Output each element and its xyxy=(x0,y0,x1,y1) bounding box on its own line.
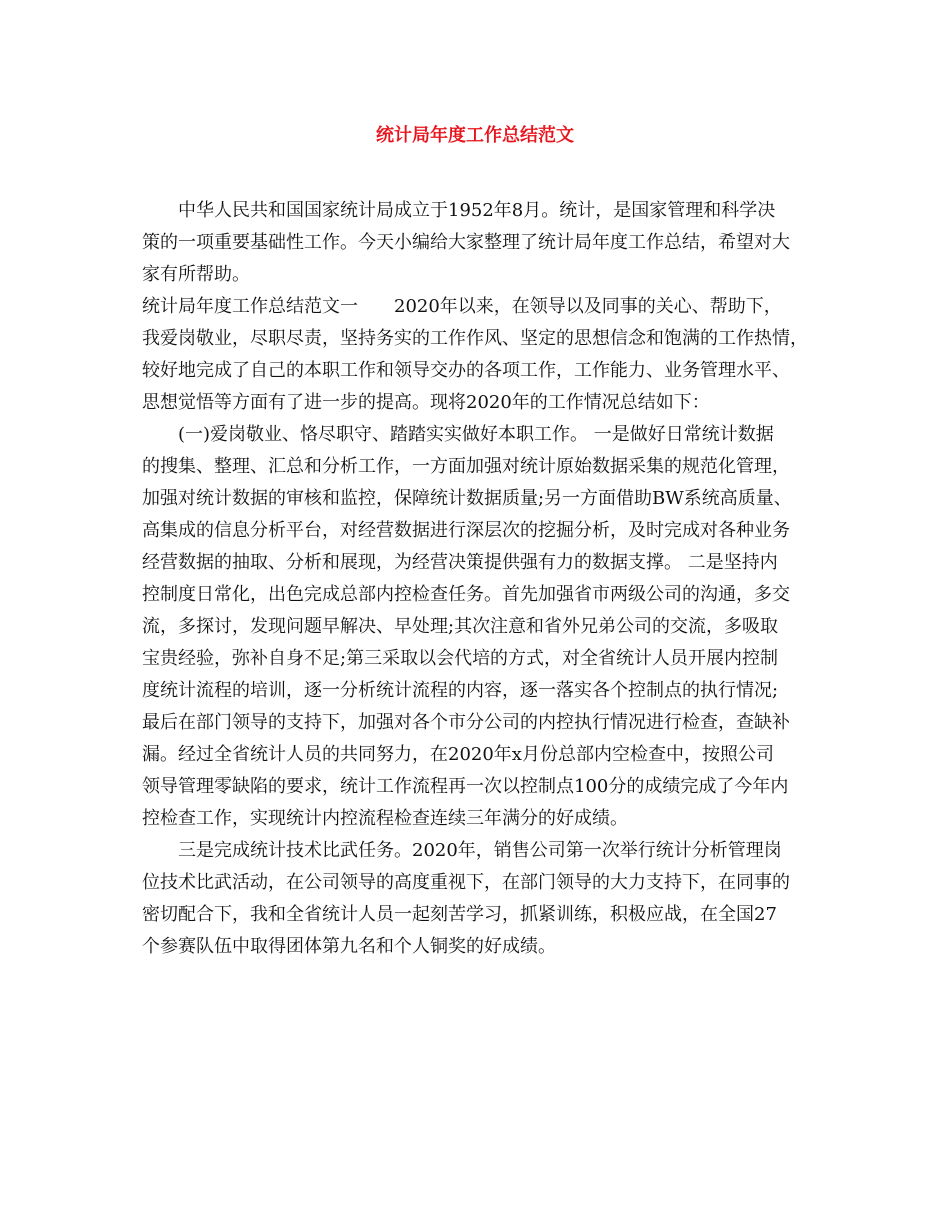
paragraph-line: 较好地完成了自己的本职工作和领导交办的各项工作，工作能力、业务管理水平、 xyxy=(142,360,790,381)
paragraph-line: 流，多探讨，发现问题早解决、早处理;其次注意和省外兄弟公司的交流，多吸取 xyxy=(142,616,779,637)
paragraph-line: 密切配合下，我和全省统计人员一起刻苦学习，抓紧训练，积极应战，在全国27 xyxy=(142,904,777,925)
paragraph-line: 最后在部门领导的支持下，加强对各个市分公司的内控执行情况进行检查，查缺补 xyxy=(142,712,790,733)
paragraph-line: 宝贵经验，弥补自身不足;第三采取以会代培的方式，对全省统计人员开展内控制 xyxy=(142,648,779,669)
paragraph-line: 领导管理零缺陷的要求，统计工作流程再一次以控制点100分的成绩完成了今年内 xyxy=(142,776,789,797)
paragraph-line: 控检查工作，实现统计内控流程检查连续三年满分的好成绩。 xyxy=(142,808,628,829)
paragraph-line: 思想觉悟等方面有了进一步的提高。现将2020年的工作情况总结如下： xyxy=(142,392,710,413)
paragraph-line: 度统计流程的培训，逐一分析统计流程的内容，逐一落实各个控制点的执行情况; xyxy=(142,680,779,701)
paragraph-line: 三是完成统计技术比武任务。2020年，销售公司第一次举行统计分析管理岗 xyxy=(178,840,782,861)
paragraph-line: (一)爱岗敬业、恪尽职守、踏踏实实做好本职工作。 一是做好日常统计数据 xyxy=(178,424,774,445)
document-body xyxy=(142,195,822,963)
paragraph-line: 家有所帮助。 xyxy=(142,264,250,285)
paragraph-line: 位技术比武活动，在公司领导的高度重视下，在部门领导的大力支持下，在同事的 xyxy=(142,872,790,893)
paragraph-line: 经营数据的抽取、分析和展现，为经营决策提供强有力的数据支撑。 二是坚持内 xyxy=(142,552,778,573)
paragraph-line: 中华人民共和国国家统计局成立于1952年8月。统计，是国家管理和科学决 xyxy=(178,200,776,221)
paragraph-line: 控制度日常化，出色完成总部内控检查任务。首先加强省市两级公司的沟通，多交 xyxy=(142,584,790,605)
paragraph-line: 高集成的信息分析平台，对经营数据进行深层次的挖掘分析，及时完成对各种业务 xyxy=(142,520,790,541)
paragraph-line: 统计局年度工作总结范文一 2020年以来，在领导以及同事的关心、帮助下， xyxy=(142,296,782,317)
paragraph-line: 加强对统计数据的审核和监控，保障统计数据质量;另一方面借助BW系统高质量、 xyxy=(142,488,792,509)
paragraph-line: 的搜集、整理、汇总和分析工作，一方面加强对统计原始数据采集的规范化管理， xyxy=(142,456,790,477)
paragraph-line: 策的一项重要基础性工作。今天小编给大家整理了统计局年度工作总结，希望对大 xyxy=(142,232,790,253)
paragraph-line: 漏。经过全省统计人员的共同努力，在2020年x月份总部内空检查中，按照公司 xyxy=(142,744,774,765)
paragraph-line: 个参赛队伍中取得团体第九名和个人铜奖的好成绩。 xyxy=(142,936,556,957)
document-title: 统计局年度工作总结范文 xyxy=(376,125,574,146)
paragraph-line: 我爱岗敬业，尽职尽责，坚持务实的工作作风、坚定的思想信念和饱满的工作热情， xyxy=(142,328,808,349)
